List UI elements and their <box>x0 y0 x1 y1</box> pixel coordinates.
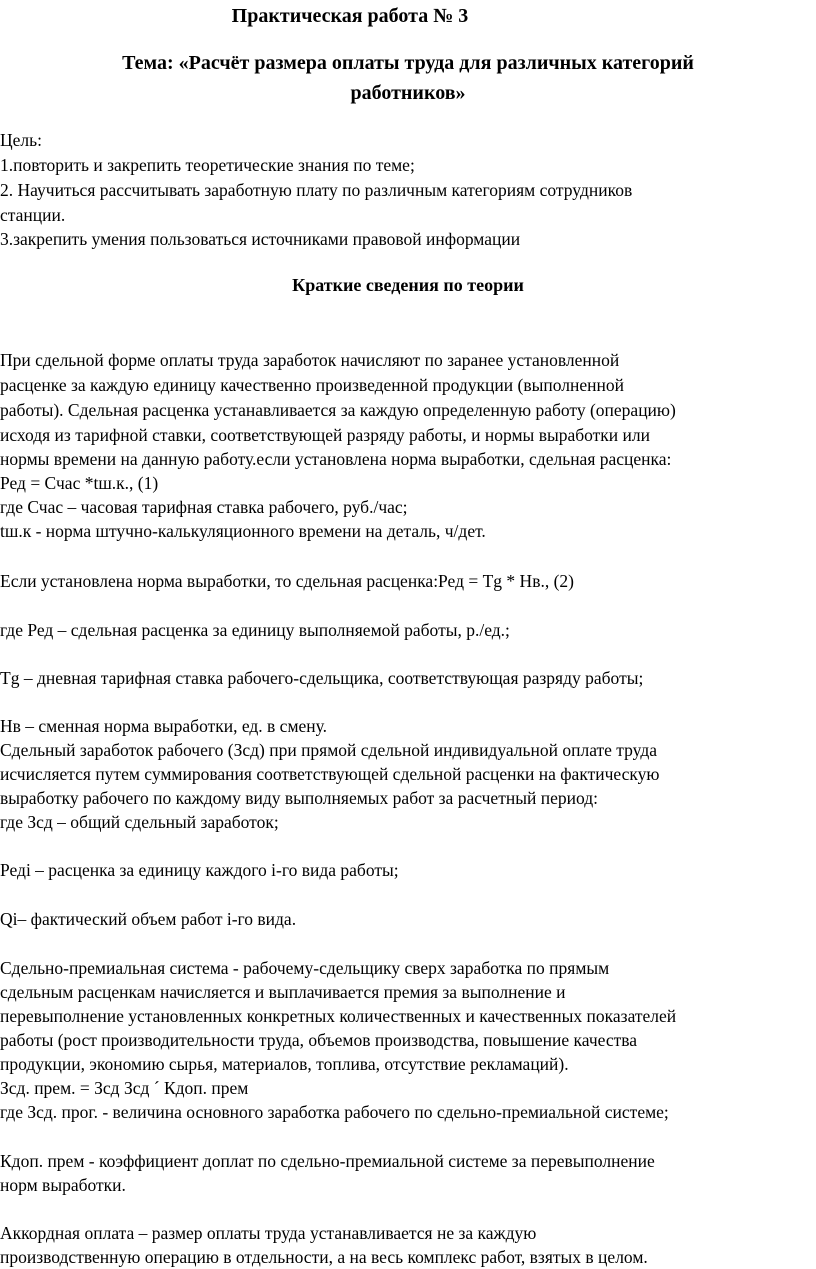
text-line: Нв – сменная норма выработки, ед. в смену. <box>0 716 328 736</box>
formula-line: Ред = Счас *tш.к., (1) <box>0 473 159 493</box>
text-line: где Счас – часовая тарифная ставка рабочего, руб./час; <box>0 497 408 517</box>
document-topic <box>0 48 816 108</box>
formula-line: Если установлена норма выработки, то сдельная расценка:Ред = Tg * Нв., (2) <box>0 571 574 591</box>
text-line: нормы времени на данную работу.если установлена норма выработки, сдельная расценка: <box>0 449 672 469</box>
goal-label: Цель: <box>0 130 42 150</box>
text-line: Сдельно-премиальная система - рабочему-сдельщику сверх заработка по прямым <box>0 958 610 978</box>
text-line: где Ред – сдельная расценка за единицу выполняемой работы, р./ед.; <box>0 620 510 640</box>
text-line: выработку рабочего по каждому виду выполняемых работ за расчетный период: <box>0 788 598 808</box>
text-line: продукции, экономию сырья, материалов, топлива, отсутствие рекламаций). <box>0 1054 569 1074</box>
text-line: исходя из тарифной ставки, соответствующей разряду работы, и нормы выработки или <box>0 425 651 445</box>
goal-item-1: 1.повторить и закрепить теоретические знания по теме; <box>0 155 415 175</box>
theory-heading: Краткие сведения по теории <box>292 275 524 295</box>
text-line: Кдоп. прем - коэффициент доплат по сдельно-премиальной системе за перевыполнение <box>0 1151 655 1171</box>
text-line: расценке за каждую единицу качественно произведенной продукции (выполненной <box>0 375 624 395</box>
text-line: Аккордная оплата – размер оплаты труда устанавливается не за каждую <box>0 1223 537 1243</box>
text-line: норм выработки. <box>0 1175 126 1195</box>
text-line: сдельным расценкам начисляется и выплачивается премия за выполнение и <box>0 982 566 1002</box>
text-line: Редi – расценка за единицу каждого i-го вида работы; <box>0 860 399 880</box>
text-line: исчисляется путем суммирования соответствующей сдельной расценки на фактическую <box>0 764 660 784</box>
topic-line-1: Тема: «Расчёт размера оплаты труда для различных категорий <box>122 52 694 74</box>
text-line: Qi– фактический объем работ i-го вида. <box>0 909 297 929</box>
formula-line: Зсд. прем. = Зсд Зсд ´ Кдоп. прем <box>0 1078 249 1098</box>
text-line: Tg – дневная тарифная ставка рабочего-сдельщика, соответствующая разряду работы; <box>0 668 644 688</box>
topic-line-2: работников» <box>350 82 466 104</box>
document-title: Практическая работа № 3 <box>231 5 469 27</box>
text-line: tш.к - норма штучно-калькуляционного времени на деталь, ч/дет. <box>0 521 486 541</box>
text-line: Сдельный заработок рабочего (Зсд) при прямой сдельной индивидуальной оплате труда <box>0 740 657 760</box>
goal-item-3: 3.закрепить умения пользоваться источниками правовой информации <box>0 229 521 249</box>
goal-item-2-line-2: станции. <box>0 205 66 225</box>
text-line: работы). Сдельная расценка устанавливается за каждую определенную работу (операцию) <box>0 400 676 420</box>
text-line: где Зсд – общий сдельный заработок; <box>0 812 279 832</box>
text-line: где Зсд. прог. - величина основного заработка рабочего по сдельно-премиальной системе; <box>0 1102 669 1122</box>
goal-item-2-line-1: 2. Научиться рассчитывать заработную плату по различным категориям сотрудников <box>0 180 633 200</box>
text-line: При сдельной форме оплаты труда заработок начисляют по заранее установленной <box>0 350 620 370</box>
text-line: работы (рост производительности труда, объемов производства, повышение качества <box>0 1030 638 1050</box>
text-line: перевыполнение установленных конкретных количественных и качественных показателей <box>0 1006 677 1026</box>
text-line: производственную операцию в отдельности, а на весь комплекс работ, взятых в целом. <box>0 1247 648 1267</box>
